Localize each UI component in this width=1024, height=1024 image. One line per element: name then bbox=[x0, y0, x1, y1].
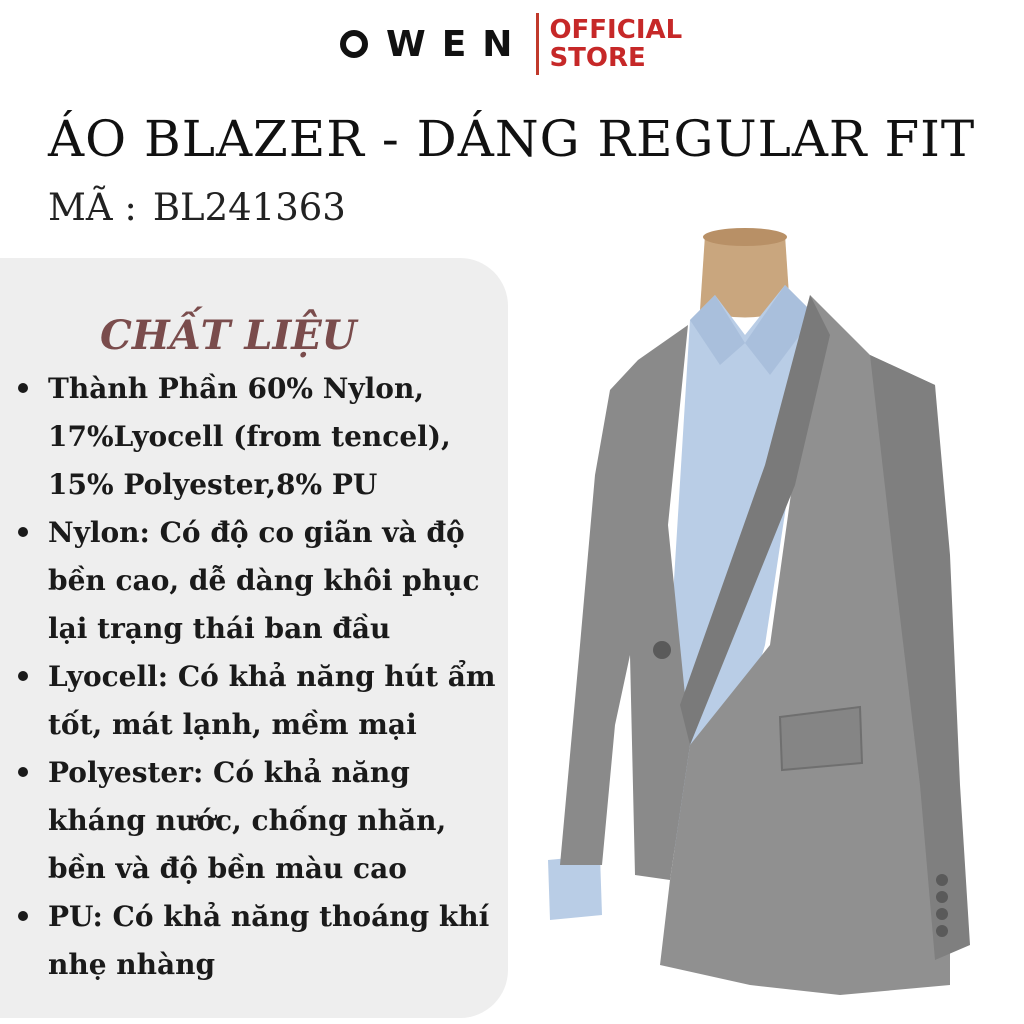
bullet-icon bbox=[18, 767, 28, 777]
mannequin-top bbox=[703, 228, 787, 246]
sleeve-button bbox=[936, 908, 948, 920]
bullet-icon bbox=[18, 911, 28, 921]
material-item-text: Thành Phần 60% Nylon, 17%Lyocell (from tencel), 15% Polyester,8% PU bbox=[48, 372, 451, 501]
material-item bbox=[18, 653, 498, 749]
bullet-icon bbox=[18, 383, 28, 393]
material-list bbox=[18, 365, 498, 989]
product-code bbox=[48, 186, 346, 229]
material-item-text: PU: Có khả năng thoáng khí nhẹ nhàng bbox=[48, 900, 490, 981]
bullet-icon bbox=[18, 671, 28, 681]
jacket-left-panel bbox=[560, 325, 690, 880]
official-store-line2: STORE bbox=[549, 43, 646, 73]
brand-name: WEN bbox=[386, 23, 529, 65]
official-store-label bbox=[549, 16, 682, 72]
sleeve-button bbox=[936, 891, 948, 903]
material-item bbox=[18, 893, 498, 989]
material-item bbox=[18, 749, 498, 893]
product-code-value: BL241363 bbox=[152, 186, 346, 229]
jacket-button bbox=[653, 641, 671, 659]
material-item bbox=[18, 509, 498, 653]
product-title: ÁO BLAZER - DÁNG REGULAR FIT bbox=[48, 110, 976, 168]
blazer-product-image bbox=[540, 225, 980, 1020]
material-item-text: Nylon: Có độ co giãn và độ bền cao, dễ dàng khôi phục lại trạng thái ban đầu bbox=[48, 516, 480, 645]
material-item bbox=[18, 365, 498, 509]
brand-logo bbox=[340, 8, 688, 80]
ring-icon bbox=[340, 30, 368, 58]
jacket-pocket-flap bbox=[780, 707, 862, 770]
brand-wordmark bbox=[340, 24, 528, 65]
bullet-icon bbox=[18, 527, 28, 537]
sleeve-button bbox=[936, 925, 948, 937]
logo-divider bbox=[536, 13, 539, 75]
sleeve-button bbox=[936, 874, 948, 886]
material-item-text: Lyocell: Có khả năng hút ẩm tốt, mát lạnh, mềm mại bbox=[48, 660, 496, 741]
material-item-text: Polyester: Có khả năng kháng nước, chống nhăn, bền và độ bền màu cao bbox=[48, 756, 447, 885]
product-code-label: MÃ : bbox=[48, 186, 137, 229]
material-heading: CHẤT LIỆU bbox=[100, 312, 357, 359]
official-store-line1: OFFICIAL bbox=[549, 15, 683, 45]
